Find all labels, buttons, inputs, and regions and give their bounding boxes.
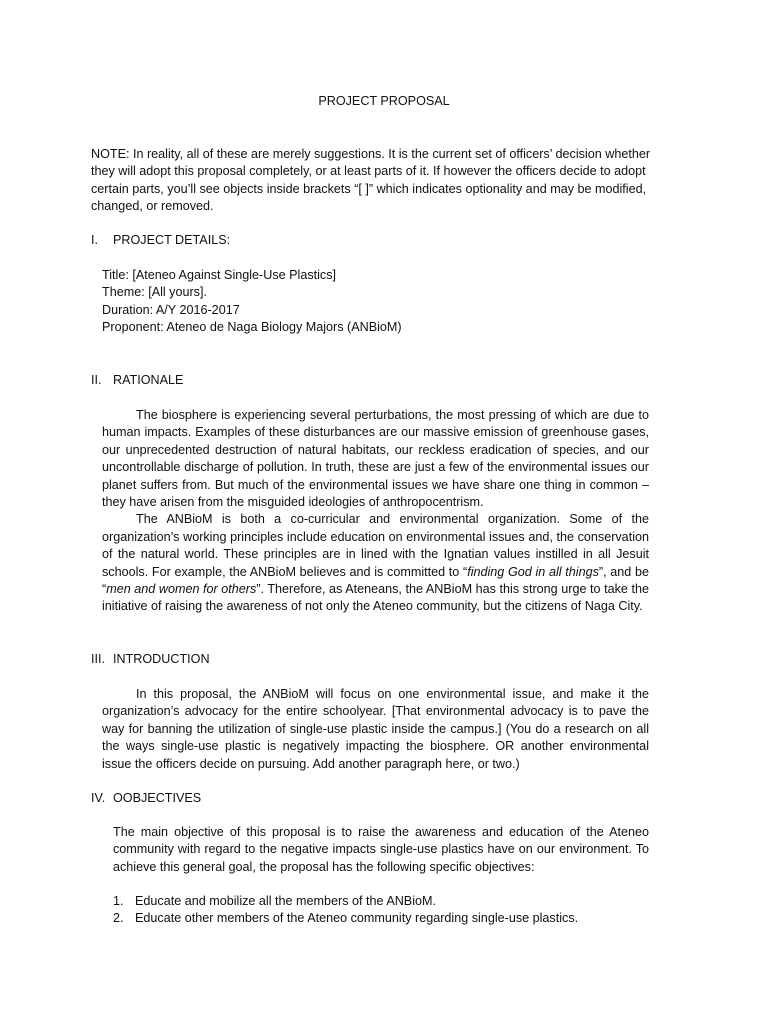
section-heading-introduction (91, 651, 210, 668)
objectives-intro: The main objective of this proposal is to raise the awareness and education of the Ateneo community with regard to the negative impacts single-use plastics have on our environment. To achieve this general goal, the proposal has the following specific objectives: (113, 825, 649, 874)
section-title: RATIONALE (113, 373, 184, 387)
detail-theme: Theme: [All yours]. (102, 285, 207, 300)
detail-proponent: Proponent: Ateneo de Naga Biology Majors (ANBioM) (102, 320, 402, 335)
section-number: III. (91, 652, 105, 666)
project-details-list (102, 267, 402, 337)
rationale-text: The ANBioM is both a co-curricular and environmental organization. Some of the organization’s working principles include education on environmental issues and, the conservation of the natural world. These principles are in lined with the Ignatian values instilled in all Jesuit schools. For example, the ANBioM believes and is committed to “ (102, 512, 649, 579)
introduction-paragraph: In this proposal, the ANBioM will focus on one environmental issue, and make it the organization’s advocacy for the entire schoolyear. [That environmental advocacy is to pave the way for banning the utilization of single-use plastic inside the campus.] (You do a research on all the ways single-use plastic is negatively impacting the biosphere. OR another environmental issue the officers decide on pursuing. Add another paragraph here, or two.) (102, 687, 649, 771)
rationale-text: ”. Therefore, as Ateneans, the ANBioM has this strong urge to take the initiative of raising the awareness of not only the Ateneo community, but the citizens of Naga City. (102, 582, 649, 614)
list-item-text: Educate other members of the Ateneo community regarding single-use plastics. (135, 911, 579, 926)
section-number: II. (91, 373, 102, 387)
objectives-list (113, 893, 653, 928)
list-item-text: Educate and mobilize all the members of the ANBioM. (135, 894, 437, 908)
list-item-number: 2. (113, 911, 124, 926)
page-title: PROJECT PROPOSAL (318, 94, 450, 108)
introduction-body (102, 686, 649, 773)
section-heading-rationale (91, 372, 183, 389)
rationale-body (102, 407, 649, 616)
rationale-paragraph-1: The biosphere is experiencing several perturbations, the most pressing of which are due to human impacts. Examples of these disturbances are our massive emission of greenhouse gases, our unprecedented destruction of natural habitats, our reckless eradication of species, and our uncontrollable discharge of pollution. In truth, these are just a few of the environmental issues our planet suffers from. But much of the environmental issues we have share one thing in common – they have arisen from the misguided ideologies of anthropocentrism. (102, 408, 649, 510)
section-number: IV. (91, 791, 106, 805)
section-heading-project-details (91, 232, 230, 249)
list-item-number: 1. (113, 894, 124, 908)
list-item (113, 893, 653, 910)
section-title: PROJECT DETAILS: (113, 233, 231, 247)
rationale-emphasis: finding God in all things (467, 564, 599, 579)
list-item (113, 910, 653, 927)
rationale-text: ”, and be “ (102, 564, 650, 597)
note-paragraph: NOTE: In reality, all of these are merely suggestions. It is the current set of officers’ decision whether they will adopt this proposal completely, or at least parts of it. If however the officers decide to adopt certain parts, you’ll see objects inside brackets “[ ]” which indicates optionality and may be modified, changed, or removed. (91, 147, 651, 214)
detail-title: Title: [Ateneo Against Single-Use Plastics] (102, 268, 337, 282)
section-title: INTRODUCTION (113, 652, 210, 666)
rationale-emphasis: men and women for others (106, 582, 257, 597)
rationale-paragraph-2 (102, 511, 649, 615)
detail-duration: Duration: A/Y 2016-2017 (102, 302, 240, 317)
section-heading-objectives (91, 790, 201, 807)
section-title: OOBJECTIVES (113, 791, 202, 805)
section-number: I. (91, 233, 98, 247)
